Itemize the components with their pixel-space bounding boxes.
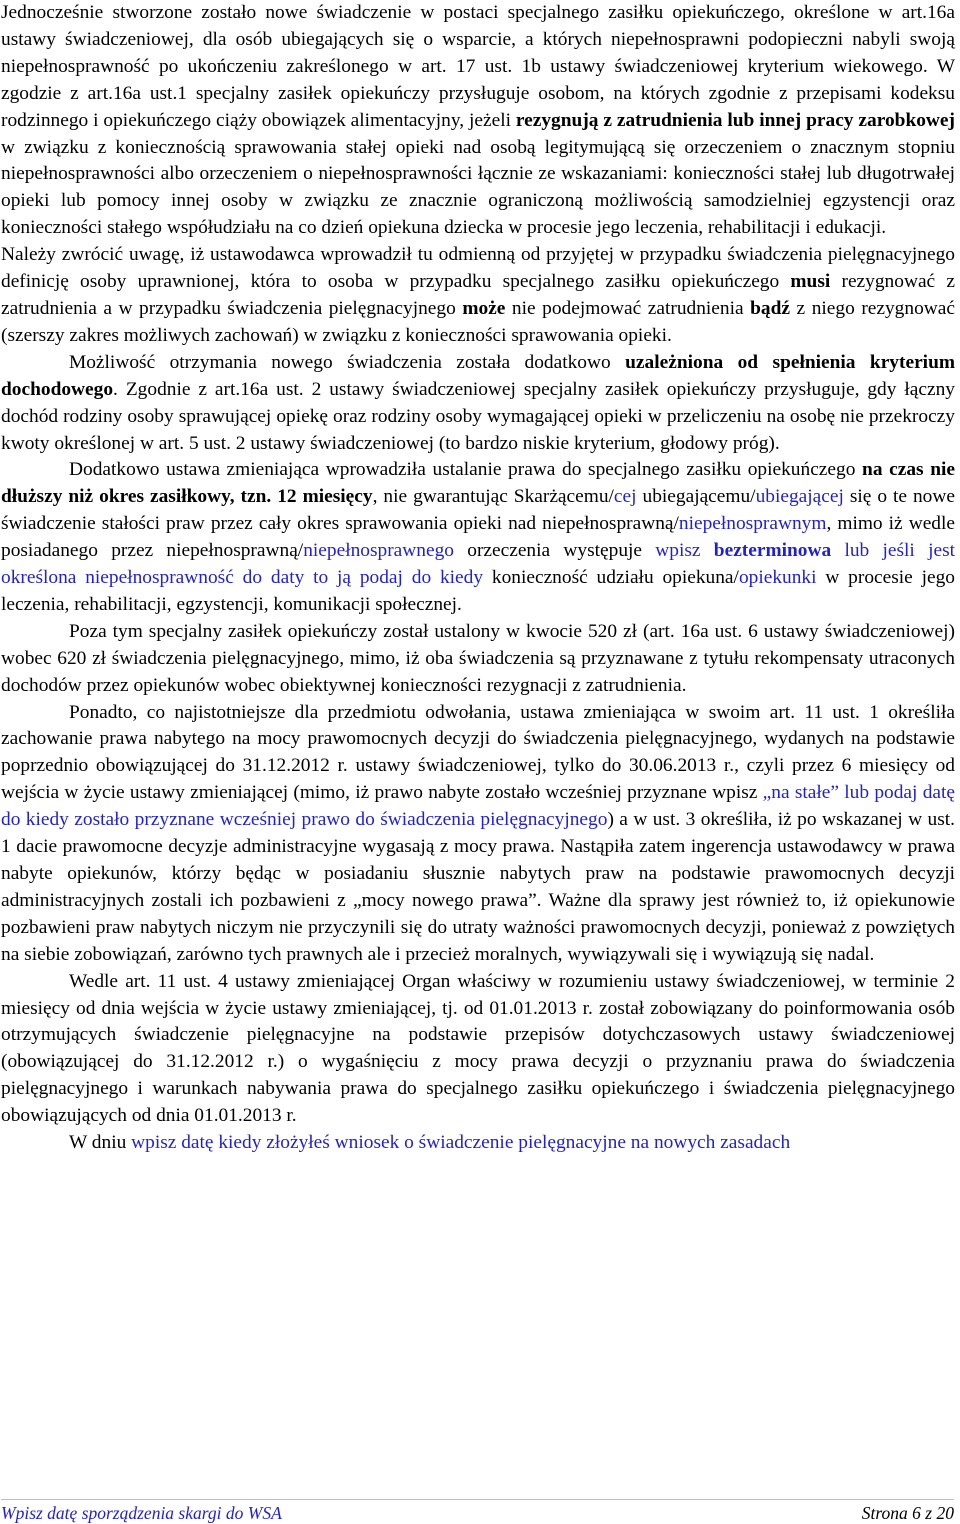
text-run: , nie gwarantując Skarżącemu/ [372, 486, 614, 508]
text-run: rezygnować z zatrudnienia a w przypadku świadczenia pielęgnacyjnego [1, 271, 955, 319]
placeholder-text[interactable]: opiekunki [738, 567, 817, 589]
placeholder-text[interactable]: niepełnosprawnym [678, 513, 827, 535]
text-run: Jednocześnie stworzone zostało nowe świadczenie w postaci specjalnego zasiłku opiekuńczego, określone w art.16a ustawy świadczeniowej, dla osób ubiegających się o wsparcie, a których niepełnosprawni podopieczni nabyli swoją niepełnosprawność po ukończeniu zakreślonego w art. 17 ust. 1b ustawy świadczeniowej kryterium wiekowego. W zgodzie z art.16a ust.1 specjalny zasiłek opiekuńczy przysługuje osobom, na których zgodnie z przepisami kodeksu rodzinnego i opiekuńczego ciąży obowiązek alimentacyjny, jeżeli [1, 2, 955, 131]
placeholder-text[interactable]: ubiegającej [755, 486, 844, 508]
bold-text: rezygnują z zatrudnienia lub innej pracy zarobkowej [515, 109, 955, 131]
text-run: z niego rezygnować (szerszy zakres możliwych zachowań) w związku z konieczności sprawowania opieki. [1, 297, 955, 346]
bold-text: uzależniona od spełnienia kryterium dochodowego [1, 351, 955, 400]
paragraph-allowance-amount [1, 619, 955, 700]
paragraph-definition-difference [1, 242, 955, 350]
paragraph-organ-obligation [1, 969, 955, 1130]
placeholder-text[interactable]: cej [613, 486, 637, 508]
text-run: się o te nowe świadczenie stałości praw przez cały okres sprawowania opieki nad niepełnosprawną/ [1, 486, 955, 535]
paragraph-special-allowance-intro [1, 0, 955, 242]
paragraph-income-criterion [1, 350, 955, 458]
placeholder-bold-text[interactable]: bezterminowa [713, 540, 832, 562]
bold-text: na czas nie dłuższy niż okres zasiłkowy, tzn. 12 miesięcy [1, 459, 955, 508]
text-run: Możliwość otrzymania nowego świadczenia została dodatkowo [69, 351, 626, 373]
placeholder-text[interactable]: wpisz datę kiedy złożyłeś wniosek o świadczenie pielęgnacyjne na nowych zasadach [131, 1132, 791, 1154]
bold-text: musi [790, 271, 831, 293]
footer-date-placeholder[interactable]: Wpisz datę sporządzenia skargi do WSA [1, 1503, 282, 1523]
text-run: . Zgodnie z art.16a ust. 2 ustawy świadczeniowej specjalny zasiłek opiekuńczy przysługuje, gdy łączny dochód rodziny osoby sprawującej opiekę oraz rodziny osoby wymagającej opieki w przeliczeniu na osobę nie przekroczy kwoty określonej w art. 5 ust. 2 ustawy świadczeniowej (to bardzo niskie kryterium, głodowy próg). [1, 378, 955, 454]
placeholder-text[interactable]: wpisz [655, 540, 714, 562]
text-run: w procesie jego leczenia, rehabilitacji, egzystencji, komunikacji społecznej. [1, 567, 955, 615]
bold-text: bądź [750, 297, 791, 319]
placeholder-text[interactable]: lub jeśli jest określona niepełnosprawność do daty to ją podaj do kiedy [1, 540, 956, 589]
text-run: Należy zwrócić uwagę, iż ustawodawca wprowadził tu odmienną od przyjętej w przypadku świadczenia pielęgnacyjnego definicję osoby uprawnionej, która to osoba w przypadku specjalnego zasiłku opiekuńczego [1, 244, 955, 293]
text-run: Dodatkowo ustawa zmieniająca wprowadziła ustalanie prawa do specjalnego zasiłku opiekuńczego [69, 459, 863, 481]
text-run: Wedle art. 11 ust. 4 ustawy zmieniającej Organ właściwy w rozumieniu ustawy świadczeniowej, w terminie 2 miesięcy od dnia wejścia w życie ustawy zmieniającej, tj. od 01.01.2013 r. został zobowiązany do poinformowania osób otrzymujących świadczenie pielęgnacyjne na podstawie przepisów dotychczasowych ustawy świadczeniowej (obowiązującej do 31.12.2012 r.) o wygaśnięciu z mocy prawa decyzji o przyznaniu prawa do świadczenia pielęgnacyjnego i warunkach nabywania prawa do specjalnego zasiłku opiekuńczego i świadczenia pielęgnacyjnego obowiązujących od dnia 01.01.2013 r. [1, 970, 955, 1127]
document-body [1, 0, 955, 1157]
bold-text: może [462, 297, 506, 319]
text-run: W dniu [69, 1132, 132, 1154]
text-run: ubiegającemu/ [636, 486, 756, 508]
text-run: orzeczenia występuje [453, 540, 656, 562]
paragraph-application-date [1, 1130, 955, 1157]
text-run: nie podejmować zatrudnienia [505, 297, 751, 319]
text-run: , mimo iż wedle posiadanego przez niepełnosprawną/ [1, 513, 955, 562]
text-run: w związku z koniecznością sprawowania stałej opieki nad osobą legitymującą się orzeczeniem o znacznym stopniu niepełnosprawności albo orzeczeniem o niepełnosprawności łącznie ze wskazaniami: konieczności stałej lub długotrwałej opieki lub pomocy innej osoby w związku ze znacznie ograniczoną możliwością samodzielniej egzystencji oraz konieczności stałego współudziału na co dzień opiekuna dziecka w procesie jego leczenia, rehabilitacji i edukacji. [1, 136, 955, 239]
text-run: ) a w ust. 3 określiła, iż po wskazanej w ust. 1 dacie prawomocne decyzje administracyjne wygasają z mocy prawa. Nastąpiła zatem ingerencja ustawodawcy w prawa nabyte opiekunów, którzy będąc w posiadaniu słusznie nabytych praw na podstawie prawomocnych decyzji administracyjnych zostali ich pozbawieni z „mocy nowego prawa”. Ważne dla sprawy jest również to, iż opiekunowie pozbawieni praw nabytych niczym nie przyczynili się do utraty ważności prawomocnych decyzji, ponieważ z powziętych na siebie zobowiązań, zarówno tych prawnych ale i przecież moralnych, wywiązywali się i wywiązują się nadal. [1, 809, 955, 965]
paragraph-acquired-rights [1, 700, 955, 969]
text-run: Ponadto, co najistotniejsze dla przedmiotu odwołania, ustawa zmieniająca w swoim art. 11 ust. 1 określiła zachowanie prawa nabytego na mocy prawomocnych decyzji do świadczenia pielęgnacyjnego, wydanych na podstawie poprzednio obowiązującej do 31.12.2012 r. ustawy świadczeniowej, tylko do 30.06.2013 r., czyli przez 6 miesięcy od wejścia w życie ustawy zmieniającej (mimo, iż prawo nabyte zostało wcześniej przyznane wpisz [1, 701, 955, 804]
text-run: Poza tym specjalny zasiłek opiekuńczy został ustalony w kwocie 520 zł (art. 16a ust. 6 ustawy świadczeniowej) wobec 620 zł świadczenia pielęgnacyjnego, mimo, iż oba świadczenia są przyznawane z tytułu rekompensaty utraconych dochodów przez opiekunów wobec obiektywnej konieczności rezygnacji z zatrudnienia. [1, 620, 955, 696]
text-run: konieczność udziału opiekuna/ [483, 567, 739, 589]
placeholder-text[interactable]: „na stałe” lub podaj datę do kiedy zostało przyznane wcześniej prawo do świadczenia pielęgnacyjnego [1, 782, 956, 831]
paragraph-allowance-period [1, 457, 955, 618]
page-footer [1, 1499, 954, 1524]
placeholder-text[interactable]: niepełnosprawnego [303, 540, 454, 562]
page-number: Strona 6 z 20 [861, 1503, 954, 1523]
